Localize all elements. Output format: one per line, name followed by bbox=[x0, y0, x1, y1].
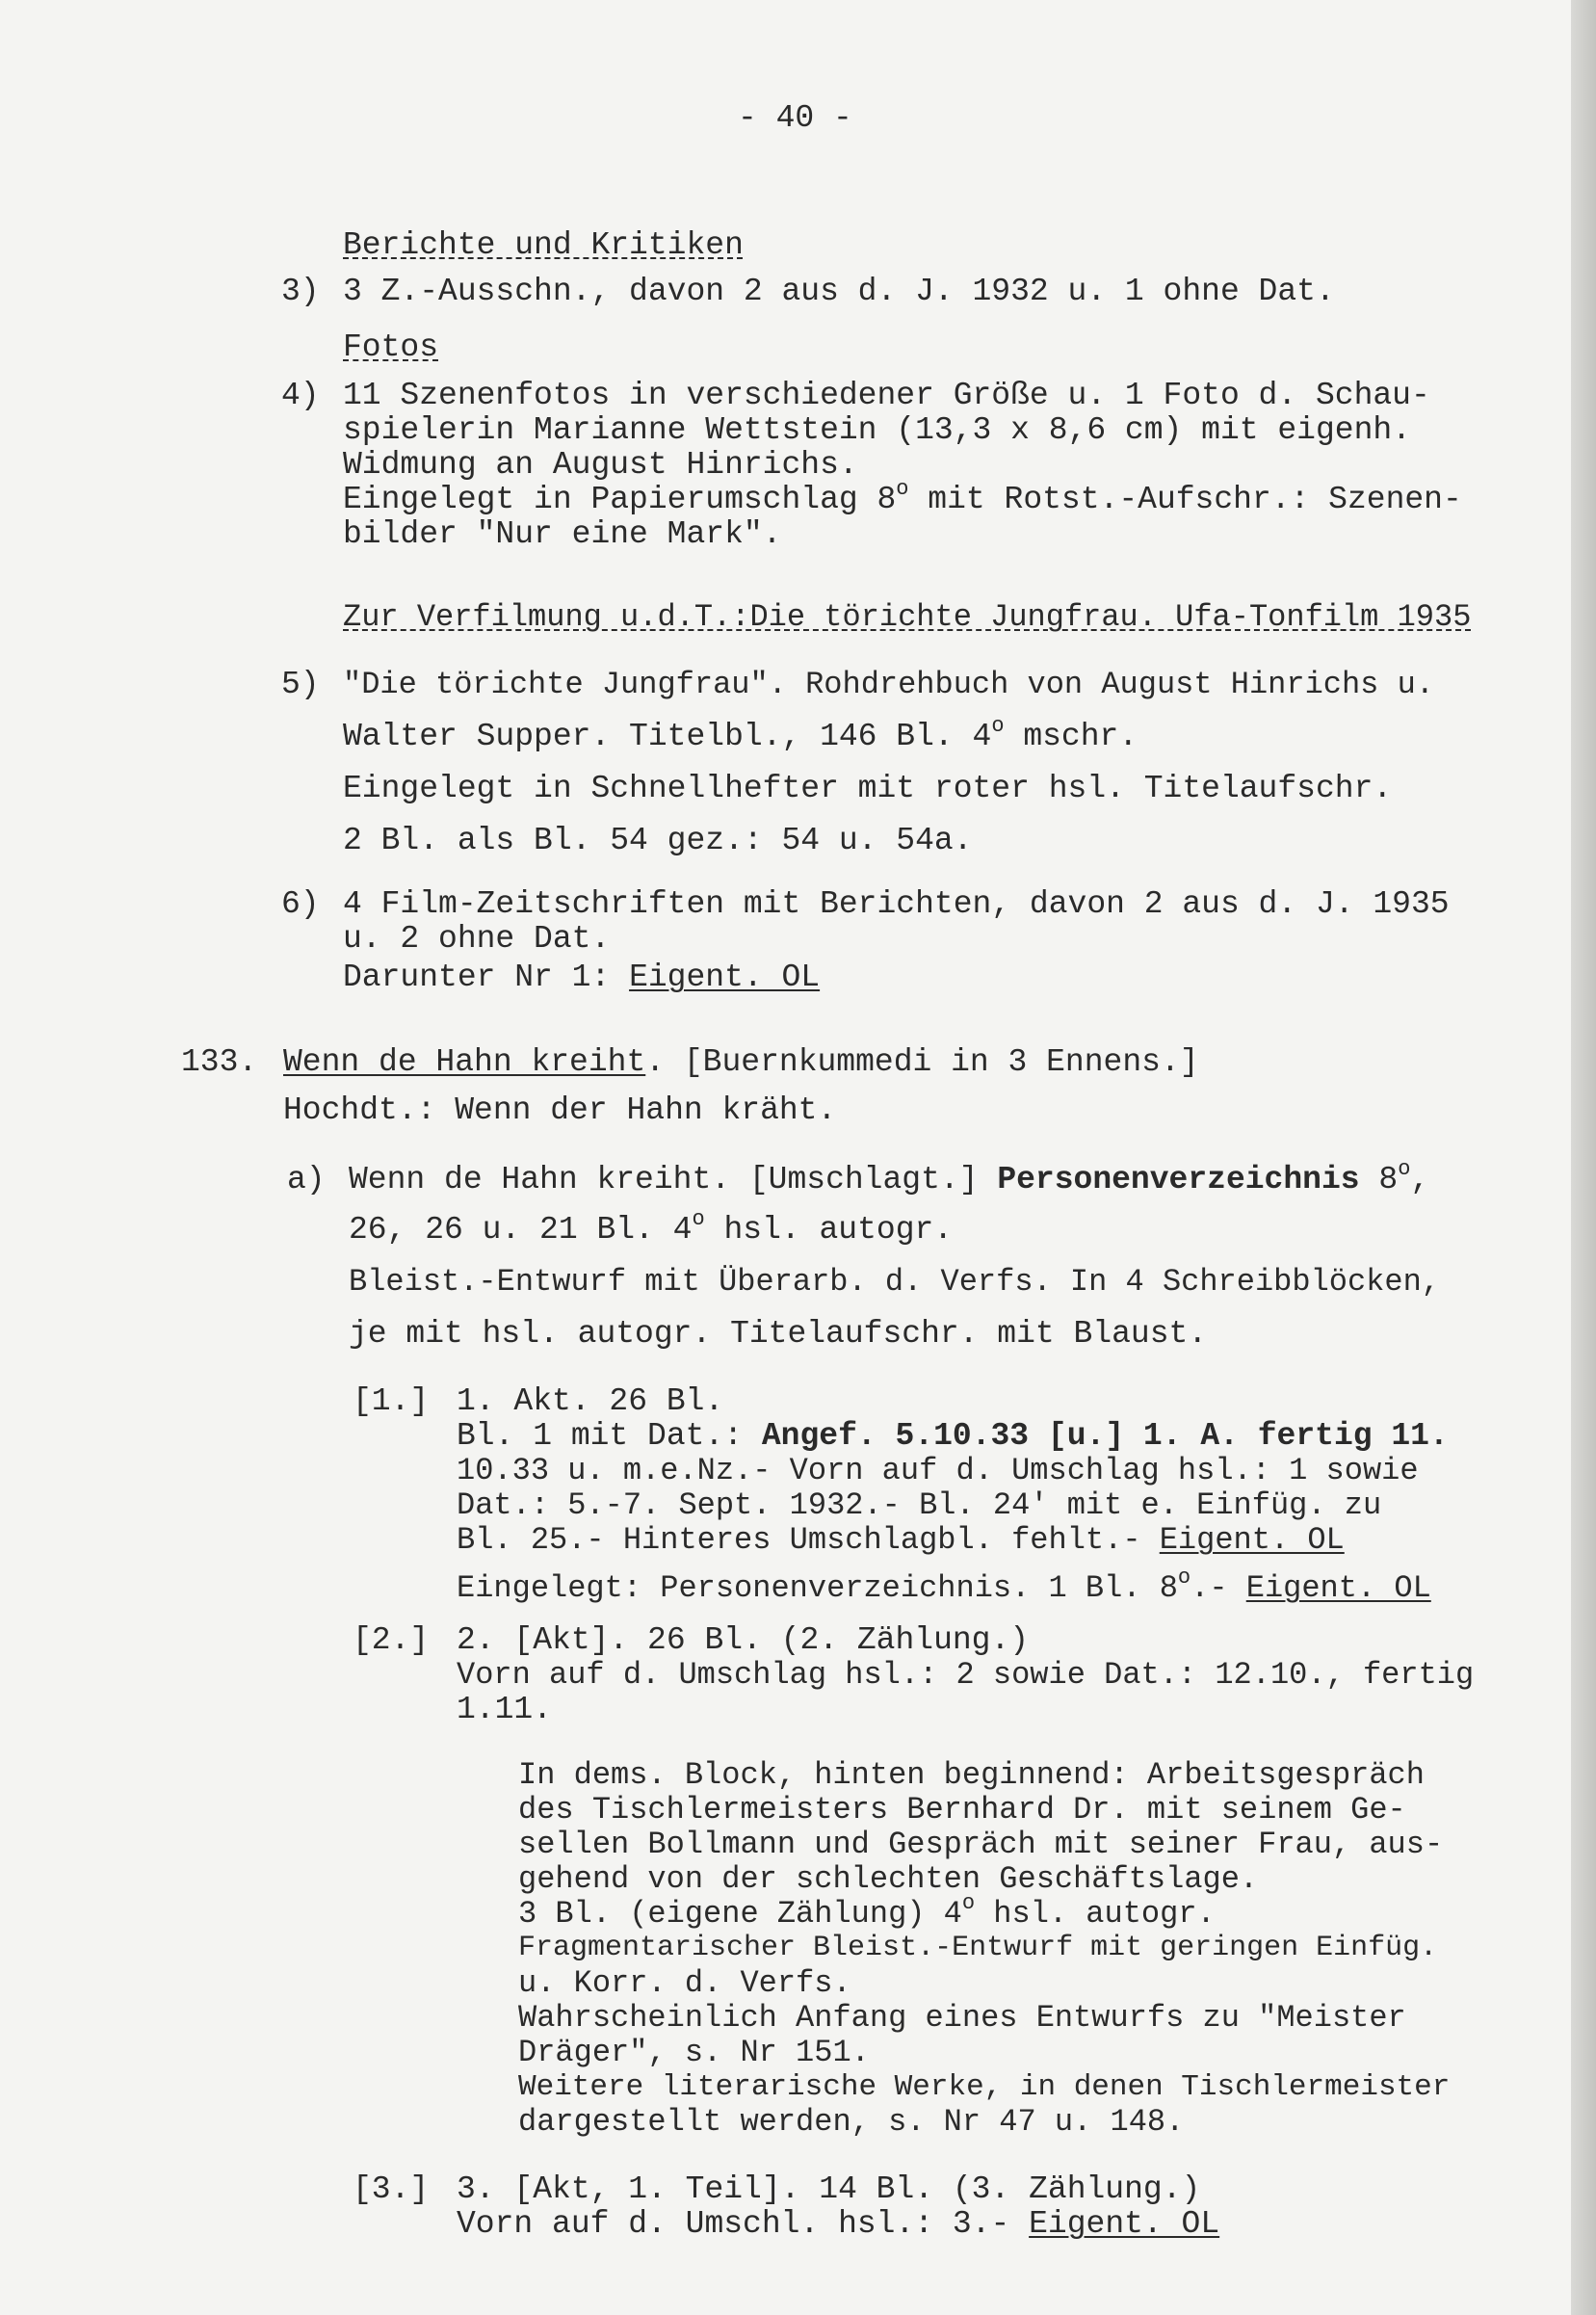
item-number-5: 5) bbox=[281, 667, 320, 702]
item-5-line-4: 2 Bl. als Bl. 54 gez.: 54 u. 54a. bbox=[343, 823, 973, 858]
item-a-line-1 bbox=[349, 1157, 1430, 1197]
block-2-para-line-8: Wahrscheinlich Anfang eines Entwurfs zu "Meister bbox=[518, 2000, 1406, 2036]
block-2-para-line-4: gehend von der schlechten Geschäftslage. bbox=[518, 1861, 1259, 1897]
block-number-2: [2.] bbox=[353, 1622, 430, 1658]
ownership-mark: Eigent. OL bbox=[1245, 1570, 1431, 1606]
item-5-line-1: "Die törichte Jungfrau". Rohdrehbuch von August Hinrichs u. bbox=[343, 667, 1434, 702]
entry-133-line-2: Hochdt.: Wenn der Hahn kräht. bbox=[283, 1092, 837, 1128]
block-1-line-5-text: Bl. 25.- Hinteres Umschlagbl. fehlt.- bbox=[457, 1522, 1160, 1558]
degree-superscript: o bbox=[896, 477, 909, 501]
block-1-line-5 bbox=[457, 1522, 1345, 1558]
degree-superscript: o bbox=[1177, 1565, 1191, 1590]
degree-superscript: o bbox=[961, 1891, 976, 1915]
item-4-line-4-rest: mit Rotst.-Aufschr.: Szenen- bbox=[908, 482, 1462, 517]
page-edge-shadow bbox=[1571, 0, 1596, 2315]
block-2-line-1: 2. [Akt]. 26 Bl. (2. Zählung.) bbox=[457, 1622, 1030, 1658]
item-a-line-2-rest: hsl. autogr. bbox=[704, 1212, 954, 1248]
item-5-line-2-text: Walter Supper. Titelbl., 146 Bl. 4 bbox=[343, 719, 992, 754]
item-number-4: 4) bbox=[281, 378, 320, 413]
entry-number-133: 133. bbox=[181, 1044, 258, 1080]
item-a-line-1-end: , bbox=[1410, 1162, 1430, 1197]
item-5-line-2-rest: mschr. bbox=[1004, 719, 1138, 754]
block-number-1: [1.] bbox=[353, 1383, 430, 1419]
item-4-line-4 bbox=[343, 477, 1462, 517]
item-number-3: 3) bbox=[281, 274, 320, 309]
block-2-para-line-10: Weitere literarische Werke, in denen Tischlermeister bbox=[518, 2070, 1451, 2104]
degree-superscript: o bbox=[991, 714, 1005, 738]
item-a-line-2 bbox=[349, 1207, 954, 1248]
entry-133-subtitle: . [Buernkummedi in 3 Ennens.] bbox=[645, 1044, 1199, 1080]
degree-superscript: o bbox=[1398, 1157, 1411, 1181]
block-2-para-line-6: Fragmentarischer Bleist.-Entwurf mit geringen Einfüg. bbox=[518, 1932, 1438, 1964]
item-4-line-4-text: Eingelegt in Papierumschlag 8 bbox=[343, 482, 897, 517]
block-1-line-1: 1. Akt. 26 Bl. bbox=[457, 1383, 724, 1419]
block-2-para-line-2: des Tischlermeisters Bernhard Dr. mit seinem Ge- bbox=[518, 1792, 1406, 1828]
block-2-para-line-9: Dräger", s. Nr 151. bbox=[518, 2035, 870, 2070]
block-3-line-1: 3. [Akt, 1. Teil]. 14 Bl. (3. Zählung.) bbox=[457, 2171, 1201, 2207]
section-heading-film: Zur Verfilmung u.d.T.:Die törichte Jungfrau. Ufa-Tonfilm 1935 bbox=[343, 599, 1472, 635]
item-a-line-4: je mit hsl. autogr. Titelaufschr. mit Blaust. bbox=[349, 1316, 1208, 1352]
block-3-line-2 bbox=[457, 2206, 1219, 2242]
block-1-line-2-bold: Angef. 5.10.33 [u.] 1. A. fertig 11. bbox=[761, 1418, 1449, 1454]
item-letter-a: a) bbox=[287, 1162, 326, 1197]
item-4-line-2: spielerin Marianne Wettstein (13,3 x 8,6 cm) mit eigenh. bbox=[343, 412, 1411, 448]
block-1-line-3: 10.33 u. m.e.Nz.- Vorn auf d. Umschlag hsl.: 1 sowie bbox=[457, 1453, 1419, 1488]
block-1-line-2-text: Bl. 1 mit Dat.: bbox=[457, 1418, 762, 1454]
block-2-para-line-1: In dems. Block, hinten beginnend: Arbeitsgespräch bbox=[518, 1757, 1425, 1793]
section-heading-reports: Berichte und Kritiken bbox=[343, 227, 744, 263]
item-5-line-2 bbox=[343, 714, 1138, 754]
block-2-para-line-5-text: 3 Bl. (eigene Zählung) 4 bbox=[518, 1896, 962, 1932]
item-a-line-1-text: Wenn de Hahn kreiht. [Umschlagt.] bbox=[349, 1162, 998, 1197]
item-5-line-3: Eingelegt in Schnellhefter mit roter hsl. Titelaufschr. bbox=[343, 771, 1393, 806]
item-4-line-1: 11 Szenenfotos in verschiedener Größe u. 1 Foto d. Schau- bbox=[343, 378, 1430, 413]
ownership-mark: Eigent. OL bbox=[1159, 1522, 1345, 1558]
block-2-para-line-7: u. Korr. d. Verfs. bbox=[518, 1965, 851, 2001]
item-number-6: 6) bbox=[281, 886, 320, 922]
item-6-line-3 bbox=[343, 960, 820, 995]
item-3-text: 3 Z.-Ausschn., davon 2 aus d. J. 1932 u. 1 ohne Dat. bbox=[343, 274, 1335, 309]
item-a-line-1-bold: Personenverzeichnis bbox=[997, 1162, 1360, 1197]
ownership-mark: Eigent. OL bbox=[1029, 2206, 1220, 2242]
item-4-line-3: Widmung an August Hinrichs. bbox=[343, 447, 858, 483]
block-1-line-4: Dat.: 5.-7. Sept. 1932.- Bl. 24' mit e. Einfüg. zu bbox=[457, 1487, 1382, 1523]
entry-133-title: Wenn de Hahn kreiht bbox=[283, 1044, 646, 1080]
block-1-line-6-sep: .- bbox=[1190, 1570, 1246, 1606]
page-number: - 40 - bbox=[738, 100, 852, 136]
block-2-para-line-3: sellen Bollmann und Gespräch mit seiner Frau, aus- bbox=[518, 1827, 1444, 1862]
item-a-line-1-size: 8 bbox=[1359, 1162, 1399, 1197]
block-3-line-2-text: Vorn auf d. Umschl. hsl.: 3.- bbox=[457, 2206, 1030, 2242]
section-heading-photos: Fotos bbox=[343, 329, 439, 365]
degree-superscript: o bbox=[692, 1207, 705, 1231]
item-6-line-1: 4 Film-Zeitschriften mit Berichten, davon 2 aus d. J. 1935 bbox=[343, 886, 1450, 922]
item-6-line-3-text: Darunter Nr 1: bbox=[343, 960, 630, 995]
block-1-line-6-text: Eingelegt: Personenverzeichnis. 1 Bl. 8 bbox=[457, 1570, 1178, 1606]
block-1-line-2 bbox=[457, 1418, 1449, 1454]
item-a-line-2-text: 26, 26 u. 21 Bl. 4 bbox=[349, 1212, 693, 1248]
item-6-line-2: u. 2 ohne Dat. bbox=[343, 921, 611, 957]
block-2-para-line-11: dargestellt werden, s. Nr 47 u. 148. bbox=[518, 2104, 1185, 2140]
ownership-mark: Eigent. OL bbox=[629, 960, 821, 995]
item-4-line-5: bilder "Nur eine Mark". bbox=[343, 516, 782, 552]
block-2-para-line-5 bbox=[518, 1891, 1216, 1932]
entry-133-heading bbox=[283, 1044, 1199, 1080]
block-2-line-3: 1.11. bbox=[457, 1692, 553, 1727]
block-2-para-line-5-rest: hsl. autogr. bbox=[975, 1896, 1216, 1932]
item-a-line-3: Bleist.-Entwurf mit Überarb. d. Verfs. In 4 Schreibblöcken, bbox=[349, 1264, 1440, 1300]
block-2-line-2: Vorn auf d. Umschlag hsl.: 2 sowie Dat.: 12.10., fertig bbox=[457, 1657, 1475, 1693]
block-number-3: [3.] bbox=[353, 2171, 430, 2207]
block-1-line-6 bbox=[457, 1565, 1431, 1606]
